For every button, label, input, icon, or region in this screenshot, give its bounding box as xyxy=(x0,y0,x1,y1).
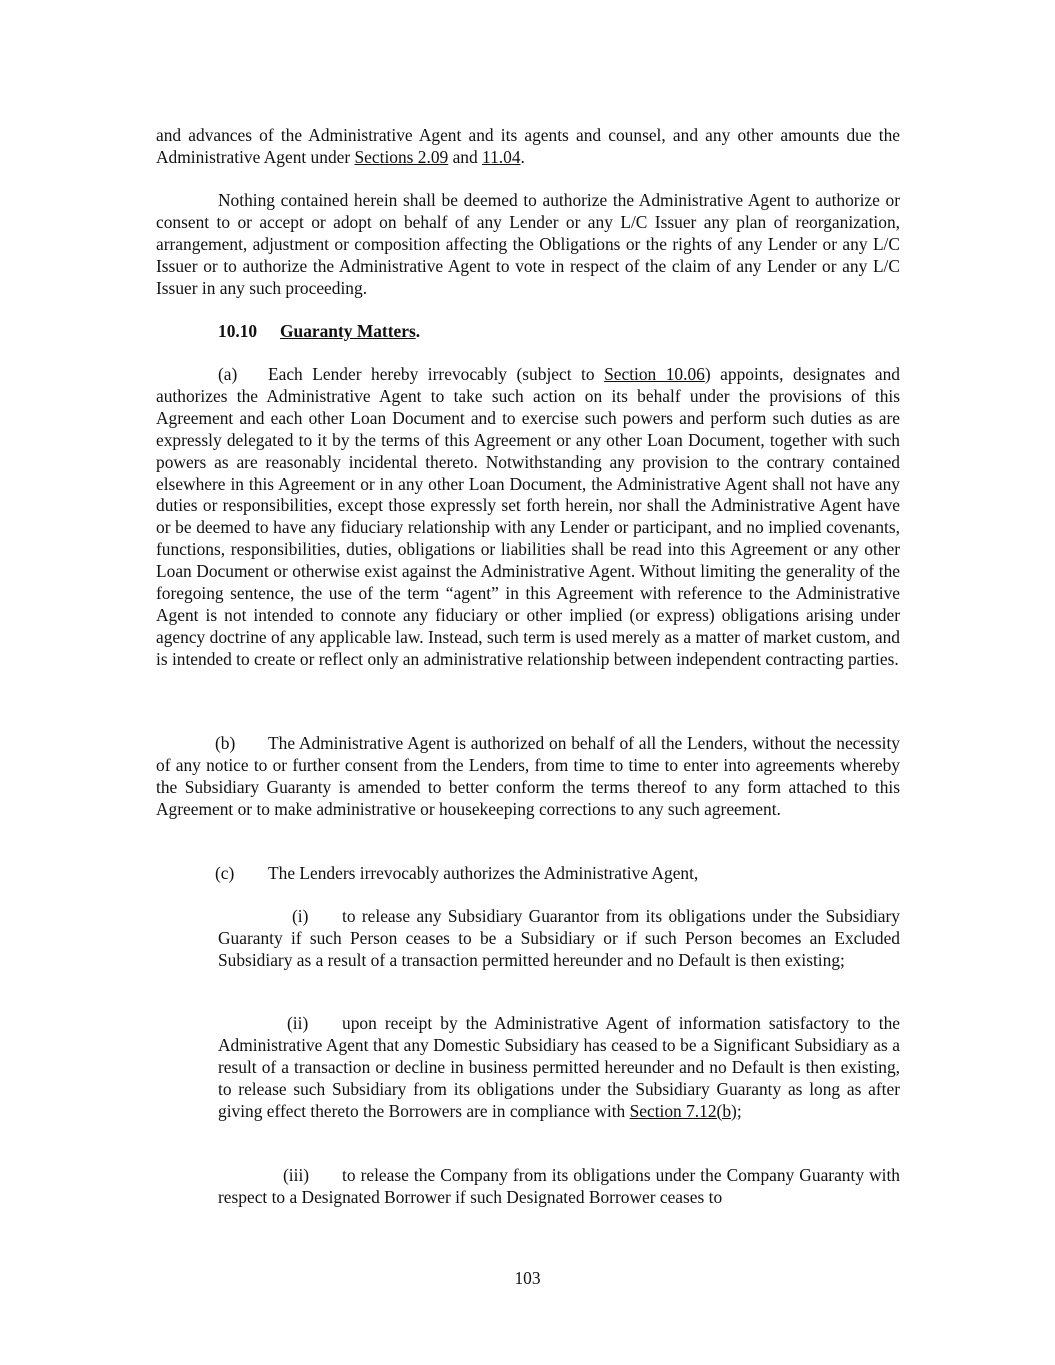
clause-label: (ii) xyxy=(287,1013,309,1033)
intro-text: and xyxy=(448,146,483,167)
page-number: 103 xyxy=(514,1268,541,1288)
paragraph-i xyxy=(218,906,900,972)
paragraph-intro xyxy=(156,125,900,169)
section-number: 10.10 xyxy=(218,321,258,341)
paragraph-c xyxy=(156,863,900,885)
paragraph-nothing-contained: Nothing contained herein shall be deemed to authorize the Administrative Agent to authorize or consent to or accept or adopt on behalf of any Lender or any L/C Issuer any plan of reorganization, arrangement, adjustment or composition affecting the Obligations or the rights of any Lender or any L/C Issuer or to authorize the Administrative Agent to vote in respect of the claim of any Lender or any L/C Issuer in any such proceeding. xyxy=(156,190,900,298)
clause-label: (i) xyxy=(292,906,309,926)
paragraph-b xyxy=(156,733,900,821)
intro-text: . xyxy=(520,146,525,167)
clause-text: The Lenders irrevocably authorizes the Administrative Agent, xyxy=(268,863,699,883)
section-heading xyxy=(218,321,420,343)
clause-label: (iii) xyxy=(283,1165,310,1185)
clause-text: ) appoints, designates and authorizes the Administrative Agent to take such action on its behalf under the provisions of this Agreement and each other Loan Document and to exercise such powers and perform such duties as are expressly delegated to it by the terms of this Agreement or any other Loan Document, together with such powers as are reasonably incidental thereto. Notwithstanding any provision to the contrary contained elsewhere in this Agreement or in any other Loan Document, the Administrative Agent shall not have any duties or responsibilities, except those expressly set forth herein, nor shall the Administrative Agent have or be deemed to have any fiduciary relationship with any Lender or participant, and no implied covenants, functions, responsibilities, duties, obligations or liabilities shall be read into this Agreement or any other Loan Document or otherwise exist against the Administrative Agent. Without limiting the generality of the foregoing sentence, the use of the term “agent” in this Agreement with reference to the Administrative Agent is not intended to connote any fiduciary or other implied (or express) obligations arising under agency doctrine of any applicable law. Instead, such term is used merely as a matter of market custom, and is intended to create or reflect only an administrative relationship between independent contracting parties. xyxy=(156,364,900,669)
clause-text: Each Lender hereby irrevocably (subject to xyxy=(268,364,605,384)
section-reference-link[interactable]: Section 7.12(b) xyxy=(629,1100,737,1121)
section-reference-link[interactable]: Sections 2.09 xyxy=(354,146,449,167)
paragraph-a xyxy=(156,364,900,671)
clause-label: (c) xyxy=(215,863,235,883)
paragraph-iii xyxy=(218,1165,900,1209)
clause-text: The Administrative Agent is authorized on behalf of all the Lenders, without the necessity of any notice to or further consent from the Lenders, from time to time to enter into agreements whereby the Subsidiary Guaranty is amended to better conform the terms thereof to any form attached to this Agreement or to make administrative or housekeeping corrections to any such agreement. xyxy=(156,733,900,819)
intro-text: and advances of the Administrative Agent and its agents and counsel, and any other amounts due the Administrative Agent under xyxy=(156,125,900,167)
clause-text: to release the Company from its obligations under the Company Guaranty with respect to a Designated Borrower if such Designated Borrower ceases to xyxy=(218,1165,900,1207)
section-reference-link[interactable]: Section 10.06 xyxy=(604,364,705,384)
section-title: Guaranty Matters xyxy=(280,321,416,341)
paragraph-ii xyxy=(218,1013,900,1123)
clause-label: (a) xyxy=(218,364,238,384)
clause-text: upon receipt by the Administrative Agent of information satisfactory to the Administrative Agent that any Domestic Subsidiary has ceased to be a Significant Subsidiary as a result of a transaction or decline in business permitted hereunder and no Default is then existing, to release such Subsidiary from its obligations under the Subsidiary Guaranty as long as after giving effect thereto the Borrowers are in compliance with xyxy=(218,1013,900,1121)
section-reference-link[interactable]: 11.04 xyxy=(482,146,521,167)
clause-text: ; xyxy=(736,1100,742,1121)
clause-text: to release any Subsidiary Guarantor from its obligations under the Subsidiary Guaranty if such Person ceases to be a Subsidiary or if such Person becomes an Excluded Subsidiary as a result of a transaction permitted hereunder and no Default is then existing; xyxy=(218,906,900,970)
section-title-period: . xyxy=(415,321,421,341)
clause-label: (b) xyxy=(215,733,236,753)
